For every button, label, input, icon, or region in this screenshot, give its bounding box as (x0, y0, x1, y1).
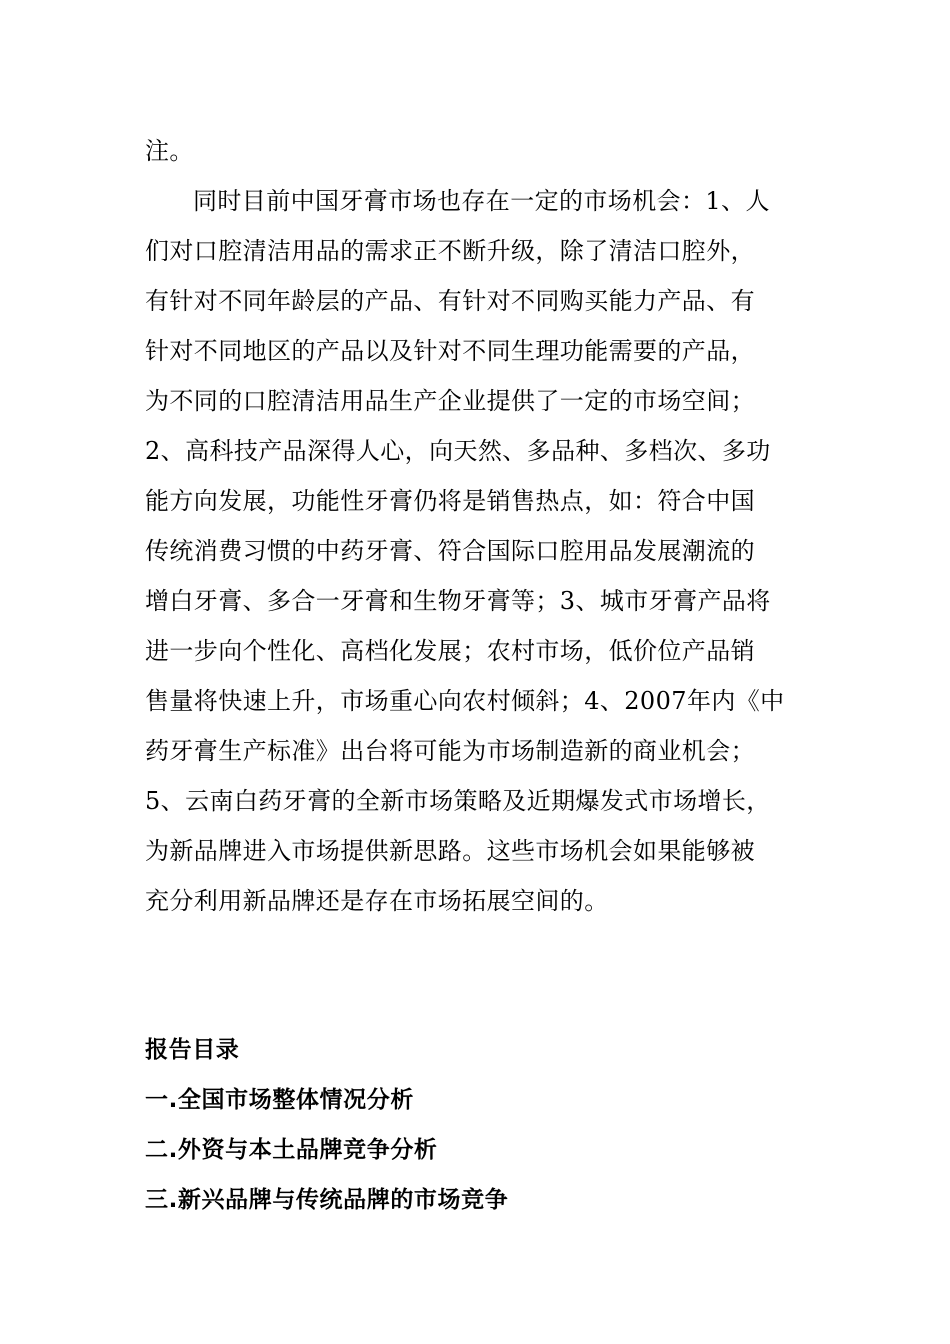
body-line: 售量将快速上升，市场重心向农村倾斜；4、2007年内《中 (145, 687, 785, 715)
body-line: 增白牙膏、多合一牙膏和生物牙膏等；3、城市牙膏产品将 (145, 587, 771, 615)
body-line: 药牙膏生产标准》出台将可能为市场制造新的商业机会； (145, 737, 755, 765)
toc-item: 一.全国市场整体情况分析 (145, 1087, 414, 1113)
body-line: 5、云南白药牙膏的全新市场策略及近期爆发式市场增长， (145, 787, 771, 815)
body-line: 为新品牌进入市场提供新思路。这些市场机会如果能够被 (145, 837, 755, 865)
body-line: 充分利用新品牌还是存在市场拓展空间的。 (145, 887, 609, 915)
body-line: 们对口腔清洁用品的需求正不断升级，除了清洁口腔外， (145, 237, 755, 265)
body-line: 进一步向个性化、高档化发展；农村市场，低价位产品销 (145, 637, 755, 665)
body-line: 能方向发展，功能性牙膏仍将是销售热点，如：符合中国 (145, 487, 755, 515)
body-line: 注。 (145, 137, 194, 165)
toc-item: 二.外资与本土品牌竞争分析 (145, 1137, 438, 1163)
body-line: 同时目前中国牙膏市场也存在一定的市场机会：1、人 (193, 187, 770, 215)
body-line: 2、高科技产品深得人心，向天然、多品种、多档次、多功 (145, 437, 771, 465)
toc-item: 三.新兴品牌与传统品牌的市场竞争 (145, 1187, 509, 1213)
toc-title: 报告目录 (145, 1037, 240, 1063)
body-line: 有针对不同年龄层的产品、有针对不同购买能力产品、有 (145, 287, 755, 315)
body-line: 为不同的口腔清洁用品生产企业提供了一定的市场空间； (145, 387, 755, 415)
body-line: 传统消费习惯的中药牙膏、符合国际口腔用品发展潮流的 (145, 537, 755, 565)
body-line: 针对不同地区的产品以及针对不同生理功能需要的产品， (145, 337, 755, 365)
